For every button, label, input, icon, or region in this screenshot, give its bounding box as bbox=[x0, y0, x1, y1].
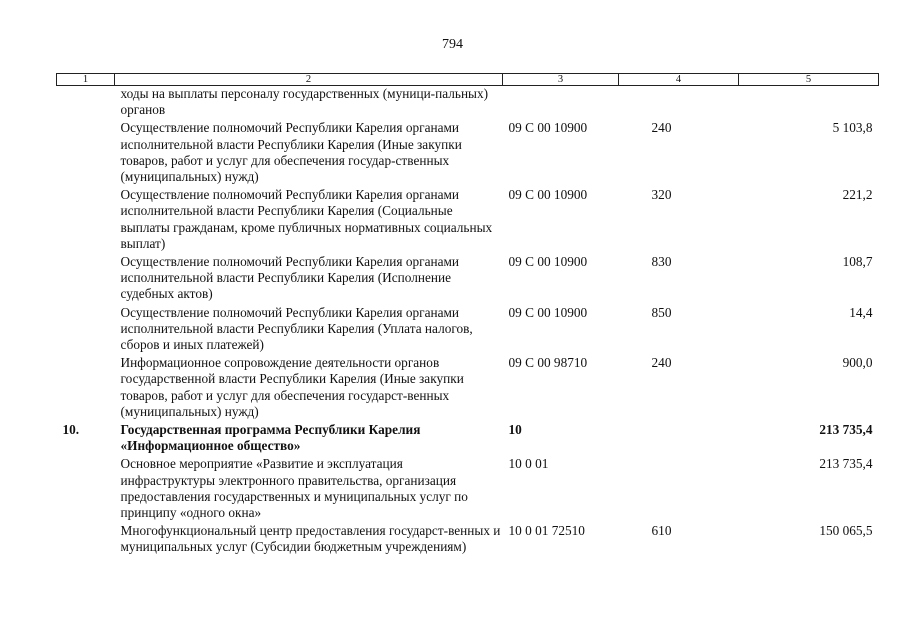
expense-type-cell: 850 bbox=[651, 304, 672, 320]
item-name-cell: Государственная программа Республики Карелия «Информационное общество» bbox=[120, 422, 421, 454]
item-name-cell: Основное мероприятие «Развитие и эксплуатация инфраструктуры электронного правительства, организация предоставления государственных и муниципальных услуг по принципу «одного окна» bbox=[120, 456, 468, 521]
table-row bbox=[57, 523, 879, 557]
amount-cell: 108,7 bbox=[842, 254, 873, 270]
target-code-cell: 10 0 01 bbox=[508, 456, 549, 472]
table-row bbox=[57, 86, 879, 121]
item-name-cell: ходы на выплаты персоналу государственных (муници-пальных) органов bbox=[120, 86, 489, 118]
expense-type-cell bbox=[619, 456, 739, 523]
expense-type-cell: 320 bbox=[651, 187, 672, 203]
table-row bbox=[57, 120, 879, 187]
target-code-cell: 09 С 00 10900 bbox=[508, 304, 588, 320]
table-row bbox=[57, 254, 879, 305]
item-name-cell: Осуществление полномочий Республики Карелия органами исполнительной власти Республики Карелия (Исполнение судебных актов) bbox=[120, 254, 460, 302]
row-number-cell: 10. bbox=[62, 422, 80, 438]
row-number-cell bbox=[57, 305, 115, 356]
item-name-cell: Информационное сопровождение деятельности органов государственной власти Республики Карелия (Иные закупки товаров, работ и услуг для обеспечения государст-венных (муниципальных) нужд) bbox=[120, 355, 464, 419]
item-name-cell: Многофункциональный центр предоставления государст-венных и муниципальных услуг (Субсидии бюджетным учреждениям) bbox=[120, 523, 501, 555]
amount-cell: 213 735,4 bbox=[819, 456, 873, 472]
expense-type-cell: 610 bbox=[651, 523, 672, 539]
item-name-cell: Осуществление полномочий Республики Карелия органами исполнительной власти Республики Карелия (Социальные выплаты гражданам, кроме публичных нормативных социальных выплат) bbox=[120, 187, 493, 251]
column-header: 3 bbox=[503, 74, 619, 86]
column-header: 1 bbox=[57, 74, 115, 86]
expense-type-cell bbox=[619, 422, 739, 456]
column-header: 5 bbox=[739, 74, 879, 86]
page-number: 794 bbox=[442, 37, 463, 52]
row-number-cell bbox=[57, 86, 115, 121]
column-header: 4 bbox=[619, 74, 739, 86]
amount-cell bbox=[739, 86, 879, 121]
row-number-cell bbox=[57, 523, 115, 557]
row-number-cell bbox=[57, 456, 115, 523]
amount-cell: 221,2 bbox=[842, 187, 873, 203]
row-number-cell bbox=[57, 187, 115, 254]
row-number-cell bbox=[57, 254, 115, 305]
amount-cell: 900,0 bbox=[842, 355, 873, 371]
target-code-cell: 09 С 00 10900 bbox=[508, 254, 588, 270]
table-body bbox=[57, 86, 879, 558]
column-header: 2 bbox=[115, 74, 503, 86]
expense-type-cell bbox=[619, 86, 739, 121]
amount-cell: 5 103,8 bbox=[832, 120, 873, 136]
item-name-cell: Осуществление полномочий Республики Карелия органами исполнительной власти Республики Карелия (Иные закупки товаров, работ и услуг для обеспечения государ-ственных (муниципальных) нужд) bbox=[120, 120, 462, 185]
target-code-cell: 10 bbox=[508, 422, 522, 438]
amount-cell: 150 065,5 bbox=[819, 523, 873, 539]
expense-type-cell: 240 bbox=[651, 120, 672, 136]
table-row bbox=[57, 305, 879, 356]
amount-cell: 213 735,4 bbox=[819, 422, 873, 438]
item-name-cell: Осуществление полномочий Республики Карелия органами исполнительной власти Республики Карелия (Уплата налогов, сборов и иных платежей) bbox=[120, 304, 473, 353]
target-code-cell: 09 С 00 10900 bbox=[508, 120, 588, 136]
row-number-cell bbox=[57, 355, 115, 422]
target-code-cell: 09 С 00 10900 bbox=[508, 187, 588, 203]
target-code-cell bbox=[503, 86, 619, 121]
expense-type-cell: 830 bbox=[651, 254, 672, 270]
table-row bbox=[57, 422, 879, 456]
table-row bbox=[57, 355, 879, 422]
table-row bbox=[57, 456, 879, 523]
budget-table bbox=[56, 73, 879, 558]
amount-cell: 14,4 bbox=[849, 304, 873, 320]
target-code-cell: 10 0 01 72510 bbox=[508, 523, 585, 539]
row-number-cell bbox=[57, 120, 115, 187]
expense-type-cell: 240 bbox=[651, 355, 672, 371]
target-code-cell: 09 С 00 98710 bbox=[508, 355, 588, 371]
table-header-row bbox=[57, 74, 879, 86]
table-row bbox=[57, 187, 879, 254]
